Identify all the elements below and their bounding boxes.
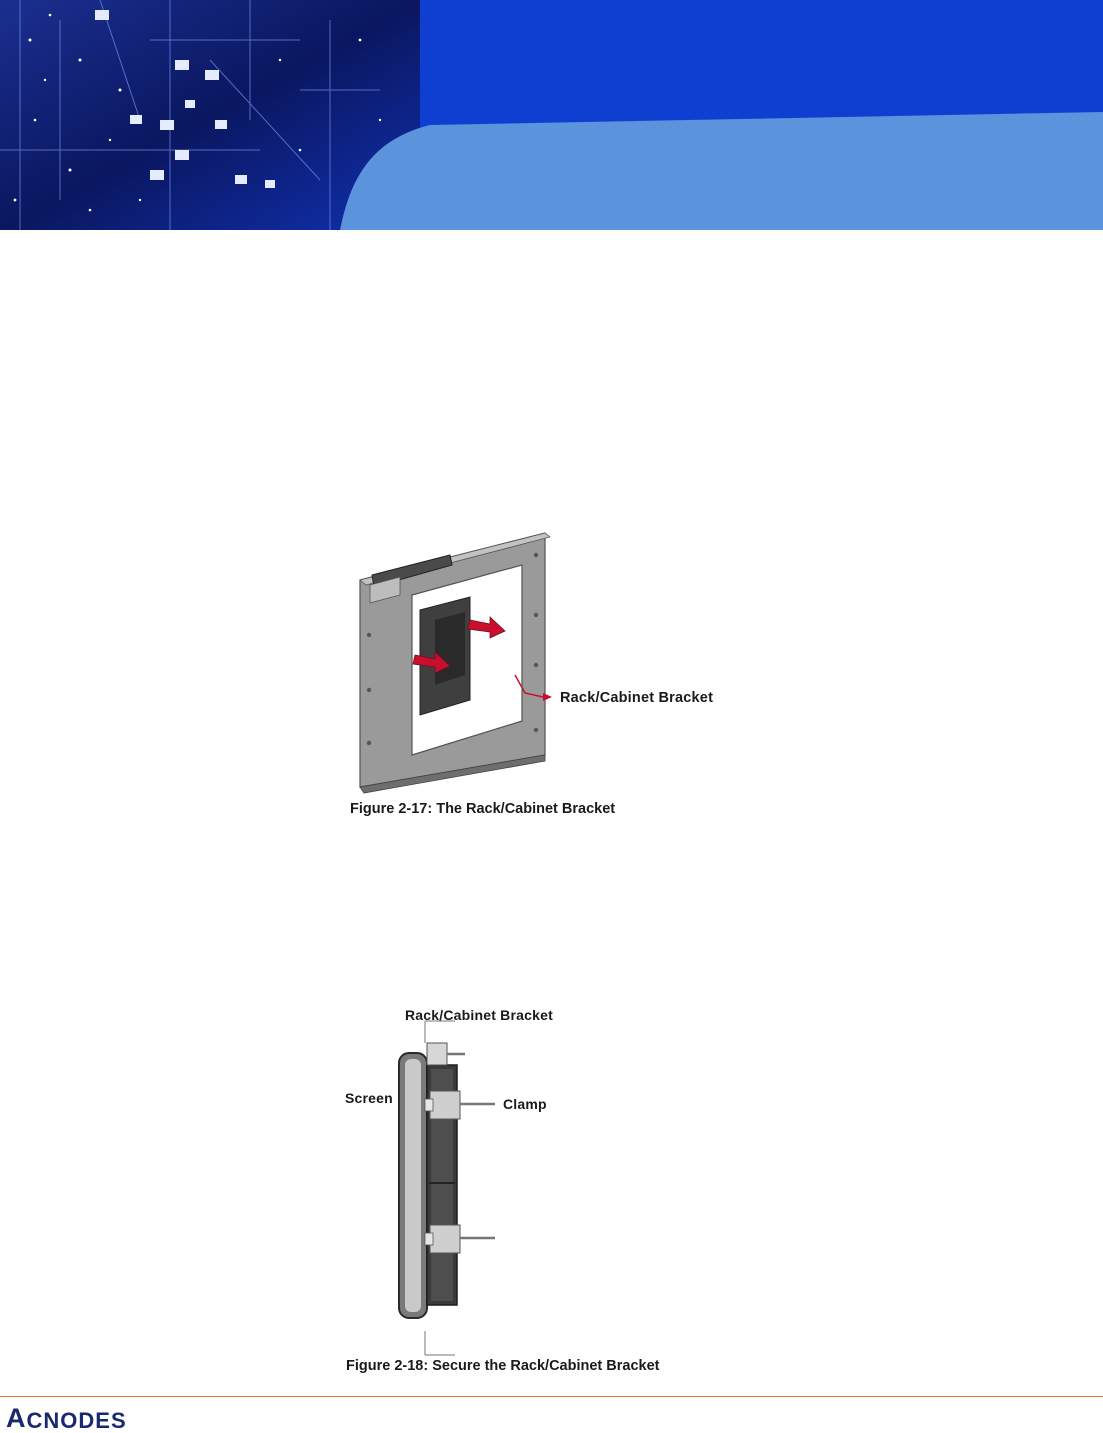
banner-panel-shape (0, 0, 1103, 230)
figure-rack-cabinet-bracket (340, 525, 760, 825)
side-view-illustration (335, 1003, 715, 1378)
figure-2-18-caption: Figure 2-18: Secure the Rack/Cabinet Bracket (346, 1358, 660, 1374)
bracket-illustration (340, 525, 760, 825)
header-banner (0, 0, 1103, 230)
callout-top-rack-cabinet-bracket: Rack/Cabinet Bracket (405, 1007, 553, 1023)
footer-rule (0, 1396, 1103, 1397)
logo-text: CNODES (26, 1408, 127, 1433)
callout-rack-cabinet-bracket: Rack/Cabinet Bracket (560, 690, 714, 706)
acnodes-logo (6, 1404, 127, 1432)
callout-screen: Screen (345, 1090, 393, 1106)
callout-clamp: Clamp (503, 1096, 547, 1112)
logo-initial: A (6, 1403, 27, 1433)
figure-2-17-caption: Figure 2-17: The Rack/Cabinet Bracket (350, 801, 616, 817)
figure-secure-bracket (335, 1003, 715, 1378)
